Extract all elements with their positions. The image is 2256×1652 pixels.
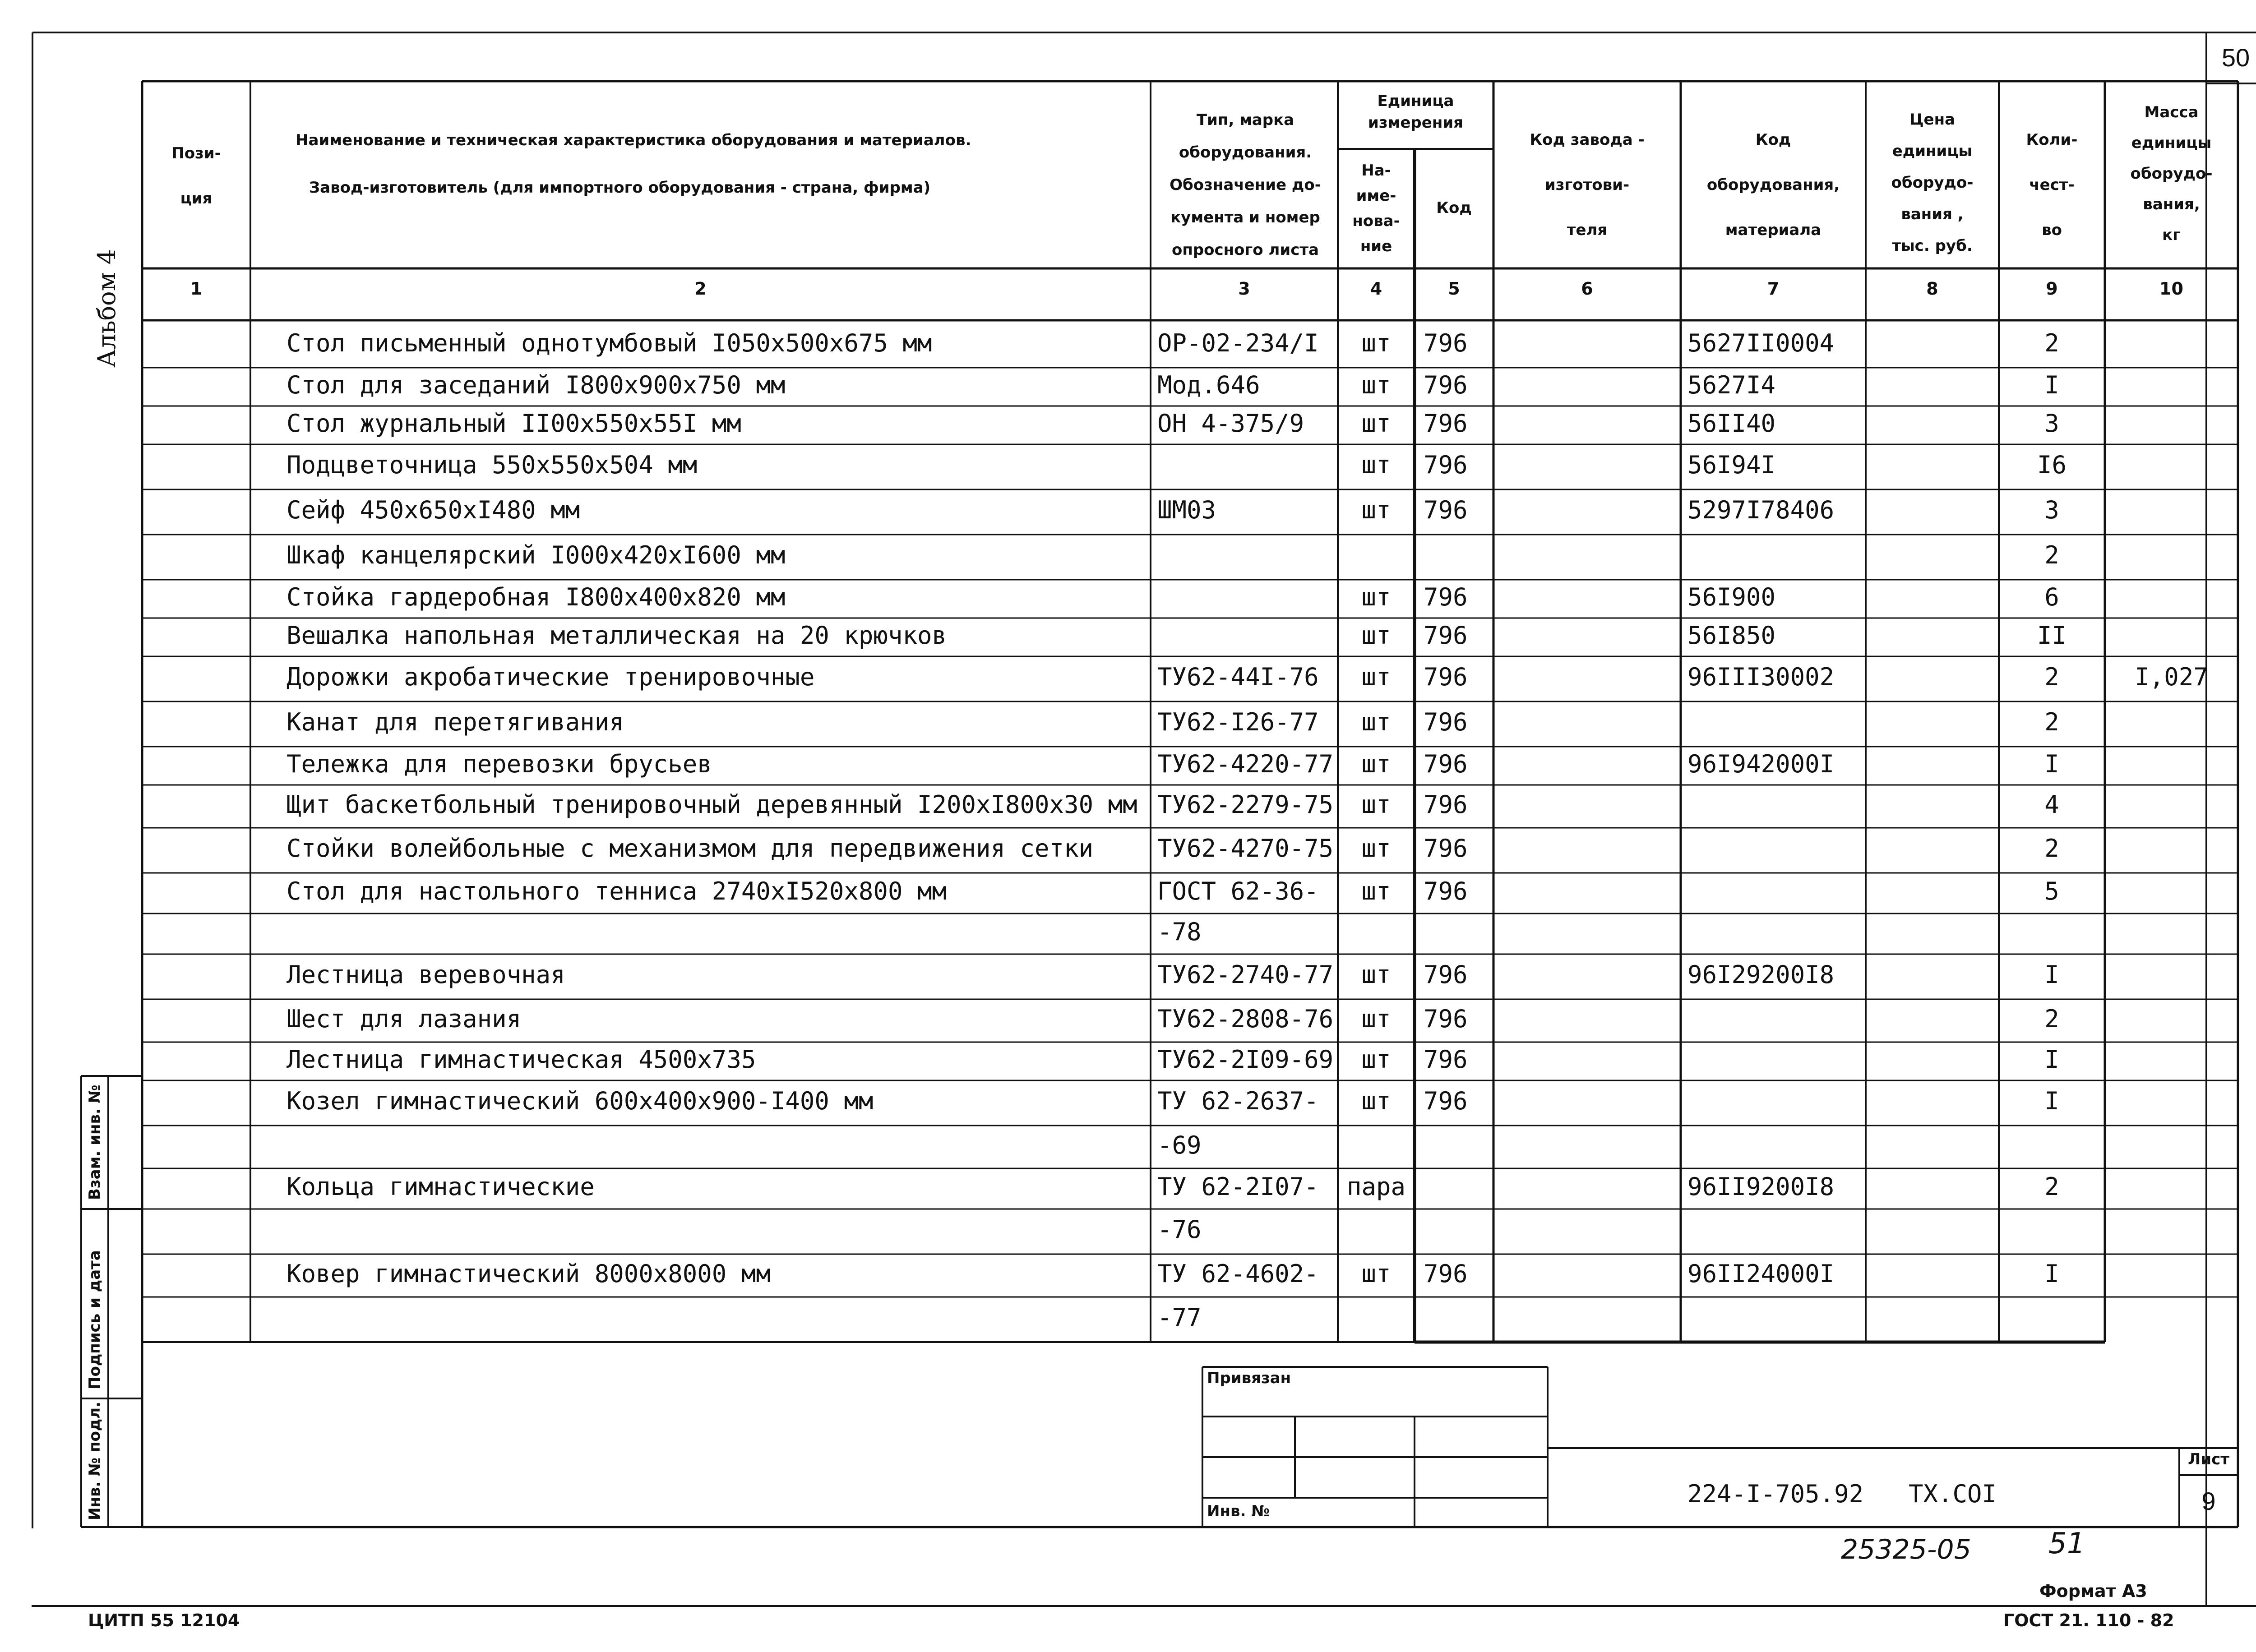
cell-name: Стол письменный однотумбовый I050х500х675 мм — [287, 329, 932, 357]
cell-type: ОР-02-234/I — [1157, 329, 1319, 357]
colnum-9: 9 — [2046, 279, 2058, 299]
cell-quantity: 6 — [2044, 582, 2059, 611]
cell-quantity: 3 — [2044, 496, 2059, 524]
cell-type: ТУ62-2808-76 — [1157, 1004, 1334, 1033]
cell-type: ТУ62-2I09-69 — [1157, 1045, 1334, 1074]
cell-type: ТУ62-2279-75 — [1157, 790, 1334, 819]
cell-unit-code: 796 — [1424, 582, 1468, 611]
cell-equipment-code: 5297I78406 — [1687, 496, 1835, 524]
cell-quantity: I — [2044, 749, 2059, 778]
cell-equipment-code: 56I94I — [1687, 451, 1776, 479]
cell-quantity: 2 — [2044, 834, 2059, 863]
cell-type: ТУ 62-2I07- — [1157, 1172, 1319, 1201]
cell-type: -69 — [1157, 1131, 1202, 1159]
cell-equipment-code: 5627I4 — [1687, 370, 1776, 399]
cell-unit-code: 796 — [1424, 834, 1468, 863]
cell-unit-code: 796 — [1424, 663, 1468, 691]
cell-unit: пара — [1346, 1172, 1406, 1201]
cell-name: Козел гимнастический 600х400х900-I400 мм — [287, 1087, 874, 1115]
header-unit-name: На- име- нова- ние — [1352, 162, 1400, 255]
header-position: Пози- ция — [171, 144, 221, 208]
cell-type: Мод.646 — [1157, 370, 1260, 399]
cell-equipment-code: 96I942000I — [1687, 749, 1835, 778]
header-equipment-code: Код оборудования, материала — [1706, 131, 1840, 239]
header-manufacturer: Завод-изготовитель (для импортного оборудования - страна, фирма) — [309, 179, 931, 197]
standard-label: ГОСТ 21. 110 - 82 — [2003, 1610, 2174, 1630]
header-unit-mass: Масса единицы оборудо- вания, кг — [2130, 103, 2213, 244]
colnum-1: 1 — [190, 279, 203, 299]
left-stamp: ЦИТП 55 12104 — [88, 1610, 240, 1630]
stamp-replaced-inv: Взам. инв. № — [86, 1084, 104, 1200]
cell-unit: шт — [1361, 960, 1391, 989]
cell-quantity: 4 — [2044, 790, 2059, 819]
cell-quantity: I — [2044, 1087, 2059, 1115]
cell-unit: шт — [1361, 1087, 1391, 1115]
cell-type: ТУ62-I26-77 — [1157, 708, 1319, 736]
cell-unit-code: 796 — [1424, 790, 1468, 819]
cell-name: Тележка для перевозки брусьев — [287, 749, 712, 778]
colnum-8: 8 — [1926, 279, 1938, 299]
cell-quantity: 2 — [2044, 541, 2059, 569]
cell-unit-code: 796 — [1424, 1259, 1468, 1288]
cell-quantity: II — [2037, 621, 2067, 650]
cell-equipment-code: 96II24000I — [1687, 1259, 1835, 1288]
cell-unit: шт — [1361, 496, 1391, 524]
cell-name: Шест для лазания — [287, 1004, 522, 1033]
cell-quantity: I6 — [2037, 451, 2067, 479]
cell-unit: шт — [1361, 1045, 1391, 1074]
cell-unit: шт — [1361, 834, 1391, 863]
cell-unit-code: 796 — [1424, 329, 1468, 357]
header-unit-price: Цена единицы оборудо- вания , тыс. руб. — [1891, 111, 1974, 255]
header-unit-group: Единица измерения — [1368, 92, 1463, 132]
cell-type: ТУ 62-4602- — [1157, 1259, 1319, 1288]
cell-unit-code: 796 — [1424, 708, 1468, 736]
cell-unit: шт — [1361, 749, 1391, 778]
cell-unit-code: 796 — [1424, 451, 1468, 479]
stamp-signature-date: Подпись и дата — [86, 1250, 104, 1389]
colnum-10: 10 — [2159, 279, 2183, 299]
header-unit-code: Код — [1436, 199, 1472, 217]
cell-unit-code: 796 — [1424, 370, 1468, 399]
header-type-mark: Тип, марка оборудования. Обозначение до- кумента и номер опросного листа — [1170, 111, 1321, 259]
colnum-5: 5 — [1448, 279, 1460, 299]
cell-type: ГОСТ 62-36- — [1157, 877, 1319, 905]
header-plant-code: Код завода - изготови- теля — [1530, 131, 1645, 239]
colnum-2: 2 — [694, 279, 707, 299]
sheet-label: Лист — [2188, 1450, 2229, 1468]
cell-name: Стойки волейбольные с механизмом для передвижения сетки — [287, 834, 1094, 863]
cell-quantity: 5 — [2044, 877, 2059, 905]
colnum-3: 3 — [1238, 279, 1250, 299]
cell-unit-code: 796 — [1424, 960, 1468, 989]
cell-unit: шт — [1361, 409, 1391, 438]
cell-equipment-code: 96II9200I8 — [1687, 1172, 1835, 1201]
cell-unit: шт — [1361, 1004, 1391, 1033]
cell-type: ТУ62-44I-76 — [1157, 663, 1319, 691]
page-number: 50 — [2221, 43, 2250, 72]
cell-quantity: 2 — [2044, 1004, 2059, 1033]
cell-type: ТУ62-2740-77 — [1157, 960, 1334, 989]
cell-quantity: I — [2044, 370, 2059, 399]
cell-unit-code: 796 — [1424, 496, 1468, 524]
cell-type: -76 — [1157, 1215, 1202, 1244]
cell-unit: шт — [1361, 329, 1391, 357]
header-name: Наименование и техническая характеристика оборудования и материалов. — [296, 131, 971, 149]
cell-name: Вешалка напольная металлическая на 20 крючков — [287, 621, 947, 650]
cell-name: Стойка гардеробная I800х400х820 мм — [287, 582, 786, 611]
format-label: Формат А3 — [2039, 1581, 2147, 1601]
cell-name: Стол для заседаний I800х900х750 мм — [287, 370, 786, 399]
cell-type: ТУ62-4270-75 — [1157, 834, 1334, 863]
cell-type: -78 — [1157, 918, 1202, 946]
cell-name: Стол для настольного тенниса 2740хI520х800 мм — [287, 877, 947, 905]
cell-unit: шт — [1361, 582, 1391, 611]
cell-unit-code: 796 — [1424, 1087, 1468, 1115]
cell-quantity: I — [2044, 1259, 2059, 1288]
stamp-original-inv: Инв. № подл. — [86, 1401, 104, 1520]
cell-name: Щит баскетбольный тренировочный деревянный I200хI800х30 мм — [287, 790, 1137, 819]
cell-name: Кольца гимнастические — [287, 1172, 595, 1201]
cell-type: ТУ62-4220-77 — [1157, 749, 1334, 778]
cell-type: ОН 4-375/9 — [1157, 409, 1304, 438]
attached-label: Привязан — [1207, 1369, 1291, 1387]
cell-equipment-code: 5627II0004 — [1687, 329, 1835, 357]
album-label: Альбом 4 — [92, 249, 121, 368]
cell-unit: шт — [1361, 708, 1391, 736]
cell-type: -77 — [1157, 1303, 1202, 1332]
cell-equipment-code: 56I850 — [1687, 621, 1776, 650]
cell-unit-code: 796 — [1424, 621, 1468, 650]
cell-equipment-code: 56I900 — [1687, 582, 1776, 611]
cell-name: Канат для перетягивания — [287, 708, 624, 736]
cell-quantity: I — [2044, 960, 2059, 989]
cell-mass: I,027 — [2135, 663, 2208, 691]
cell-equipment-code: 96III30002 — [1687, 663, 1835, 691]
cell-type: ТУ 62-2637- — [1157, 1087, 1319, 1115]
inv-no-label: Инв. № — [1207, 1502, 1270, 1520]
cell-unit: шт — [1361, 877, 1391, 905]
cell-name: Стол журнальный II00х550х55I мм — [287, 409, 741, 438]
cell-unit: шт — [1361, 451, 1391, 479]
cell-equipment-code: 56II40 — [1687, 409, 1776, 438]
cell-unit: шт — [1361, 1259, 1391, 1288]
cell-unit: шт — [1361, 621, 1391, 650]
cell-equipment-code: 96I29200I8 — [1687, 960, 1835, 989]
cell-name: Шкаф канцелярский I000х420хI600 мм — [287, 541, 786, 569]
cell-name: Сейф 450х650хI480 мм — [287, 496, 580, 524]
cell-unit: шт — [1361, 370, 1391, 399]
colnum-6: 6 — [1581, 279, 1593, 299]
cell-quantity: 2 — [2044, 329, 2059, 357]
cell-unit-code: 796 — [1424, 409, 1468, 438]
cell-name: Дорожки акробатические тренировочные — [287, 663, 815, 691]
sheet-number: 9 — [2201, 1487, 2216, 1515]
cell-quantity: 3 — [2044, 409, 2059, 438]
handwritten-number: 25325-05 — [1841, 1534, 1971, 1565]
doc-code: 224-I-705.92 — [1687, 1480, 1864, 1508]
cell-name: Лестница веревочная — [287, 960, 565, 989]
cell-quantity: 2 — [2044, 708, 2059, 736]
cell-quantity: 2 — [2044, 663, 2059, 691]
cell-name: Подцветочница 550х550х504 мм — [287, 451, 698, 479]
colnum-7: 7 — [1767, 279, 1780, 299]
handwritten-page: 51 — [2048, 1527, 2085, 1560]
cell-unit: шт — [1361, 790, 1391, 819]
cell-type: ШМ03 — [1157, 496, 1216, 524]
cell-quantity: 2 — [2044, 1172, 2059, 1201]
cell-name: Лестница гимнастическая 4500х735 — [287, 1045, 756, 1074]
cell-unit-code: 796 — [1424, 749, 1468, 778]
cell-quantity: I — [2044, 1045, 2059, 1074]
header-quantity: Коли- чест- во — [2026, 131, 2078, 239]
cell-name: Ковер гимнастический 8000х8000 мм — [287, 1259, 771, 1288]
cell-unit-code: 796 — [1424, 877, 1468, 905]
doc-mark: ТХ.СОI — [1909, 1480, 1997, 1508]
cell-unit-code: 796 — [1424, 1004, 1468, 1033]
colnum-4: 4 — [1370, 279, 1382, 299]
cell-unit-code: 796 — [1424, 1045, 1468, 1074]
cell-unit: шт — [1361, 663, 1391, 691]
